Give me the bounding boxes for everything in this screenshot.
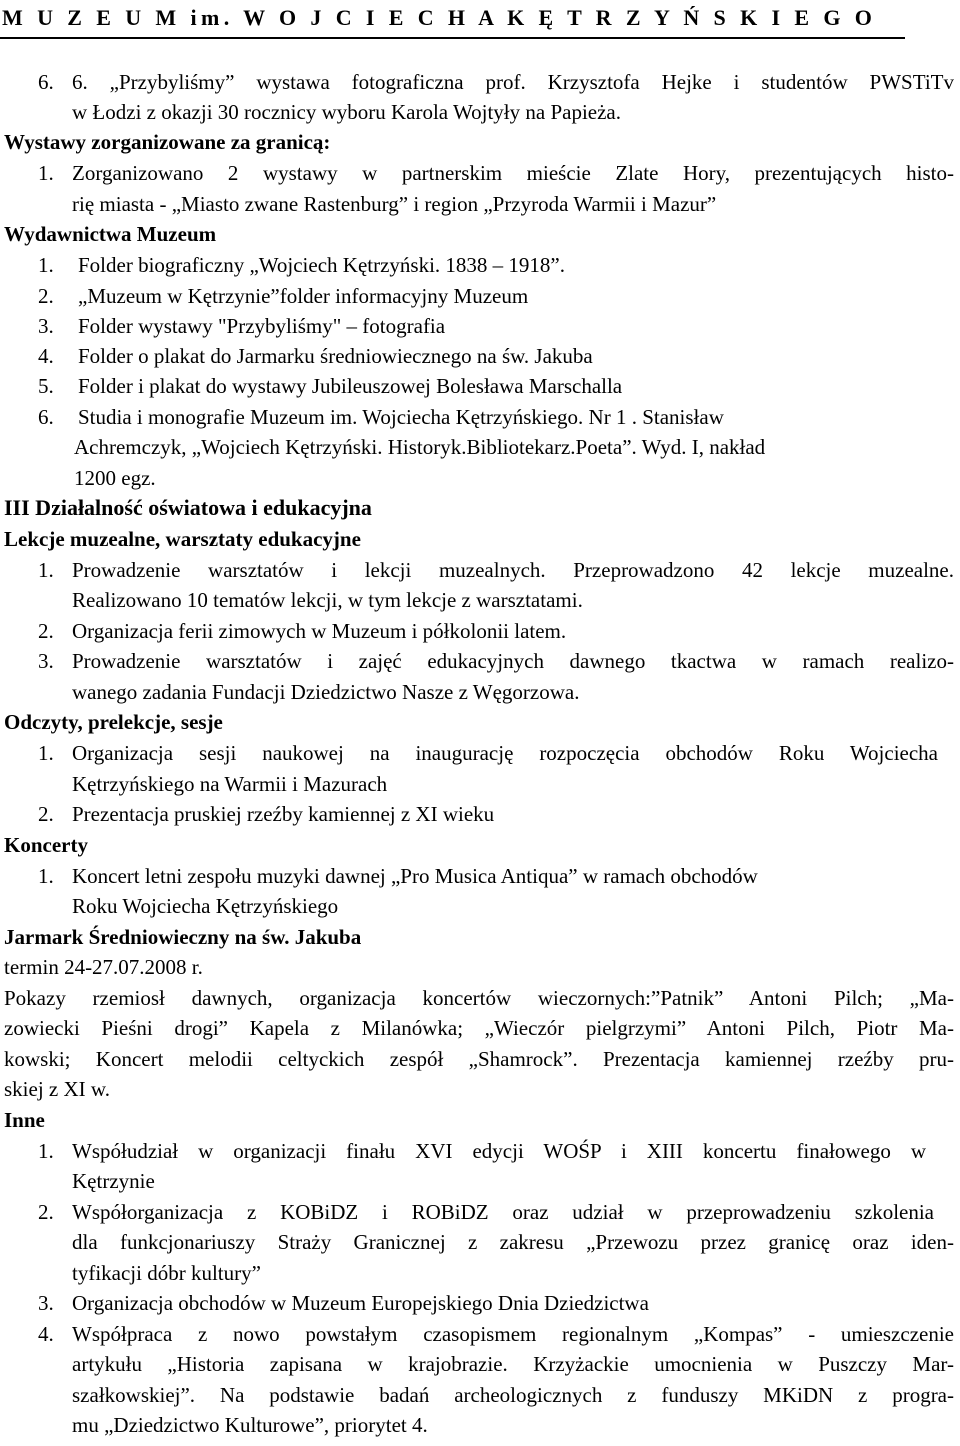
list-number: 6. — [38, 405, 54, 429]
list-item-text: Realizowano 10 tematów lekcji, w tym lekcje z warsztatami. — [72, 588, 583, 612]
list-number: 2. — [38, 284, 54, 308]
list-number: 4. — [38, 344, 54, 368]
list-number: 3. — [38, 314, 54, 338]
section-heading: Wydawnictwa Muzeum — [4, 222, 217, 246]
list-item-text: 6. „Przybyliśmy” wystawa fotograficzna prof. Krzysztofa Hejke i studentów PWSTiTv — [72, 70, 954, 94]
list-number: 1. — [38, 864, 54, 888]
list-item-text: Studia i monografie Muzeum im. Wojciecha Kętrzyńskiego. Nr 1 . Stanisław — [78, 405, 724, 429]
header-title: M U Z E U M im. W O J C I E C H A K Ę T R Z Y Ń S K I E G O — [2, 5, 877, 30]
list-number: 2. — [38, 619, 54, 643]
section-heading: Odczyty, prelekcje, sesje — [4, 710, 223, 734]
list-item-text: Folder wystawy "Przybyliśmy" – fotografia — [78, 314, 446, 338]
list-item-text: Organizacja sesji naukowej na inaugurację rozpoczęcia obchodów Roku Wojciecha — [72, 741, 938, 765]
list-number: 1. — [38, 161, 54, 185]
list-item-text: Organizacja ferii zimowych w Muzeum i półkolonii latem. — [72, 619, 567, 643]
paragraph-line: Pokazy rzemiosł dawnych, organizacja koncertów wieczornych:”Patnik” Antoni Pilch; „Ma- — [4, 986, 954, 1010]
list-item-text: artykułu „Historia zapisana w krajobrazie. Krzyżackie umocnienia w Puszczy Mar- — [72, 1352, 954, 1376]
list-item-text: Współorganizacja z KOBiDZ i ROBiDZ oraz udział w przeprowadzeniu szkolenia — [72, 1200, 934, 1224]
list-item-text: Współpraca z nowo powstałym czasopismem regionalnym „Kompas” - umieszczenie — [72, 1322, 954, 1346]
list-item-text: dla funkcjonariuszy Straży Granicznej z zakresu „Przewozu przez granicę oraz iden- — [72, 1230, 954, 1254]
list-number: 4. — [38, 1322, 54, 1346]
section-heading: Wystawy zorganizowane za granicą: — [4, 130, 331, 154]
list-number: 1. — [38, 253, 54, 277]
list-item-text: Organizacja obchodów w Muzeum Europejskiego Dnia Dziedzictwa — [72, 1291, 649, 1315]
page-header — [0, 5, 905, 39]
list-item-text: w Łodzi z okazji 30 rocznicy wyboru Karola Wojtyły na Papieża. — [72, 100, 621, 124]
list-item-text: Kętrzynie — [72, 1169, 155, 1193]
list-item-text: wanego zadania Fundacji Dziedzictwo Nasze z Węgorzowa. — [72, 680, 580, 704]
section-heading: Inne — [4, 1108, 45, 1132]
chapter-heading: III Działalność oświatowa i edukacyjna — [4, 495, 372, 520]
section-heading: Jarmark Średniowieczny na św. Jakuba — [4, 925, 362, 949]
list-item-text: tyfikacji dóbr kultury” — [72, 1261, 261, 1285]
list-item-text: Folder o plakat do Jarmarku średniowiecznego na św. Jakuba — [78, 344, 593, 368]
list-number: 3. — [38, 1291, 54, 1315]
paragraph-line: skiej z XI w. — [4, 1077, 110, 1101]
list-item-text: Kętrzyńskiego na Warmii i Mazurach — [72, 772, 388, 796]
list-item-text: Współudział w organizacji finału XVI edycji WOŚP i XIII koncertu finałowego w — [72, 1139, 926, 1163]
list-number: 1. — [38, 1139, 54, 1163]
list-item-text: „Muzeum w Kętrzynie”folder informacyjny Muzeum — [78, 284, 529, 308]
section-heading: Koncerty — [4, 833, 88, 857]
list-item-text: Koncert letni zespołu muzyki dawnej „Pro Musica Antiqua” w ramach obchodów — [72, 864, 758, 888]
list-item-text: Prowadzenie warsztatów i lekcji muzealnych. Przeprowadzono 42 lekcje muzealne. — [72, 558, 954, 582]
list-item-text: Prowadzenie warsztatów i zajęć edukacyjnych dawnego tkactwa w ramach realizo- — [72, 649, 954, 673]
list-item-text: 1200 egz. — [74, 466, 156, 490]
list-number: 5. — [38, 374, 54, 398]
list-item-text: mu „Dziedzictwo Kulturowe”, priorytet 4. — [72, 1413, 428, 1437]
list-item-text: Folder i plakat do wystawy Jubileuszowej Bolesława Marschalla — [78, 374, 623, 398]
list-item-text: Achremczyk, „Wojciech Kętrzyński. Historyk.Bibliotekarz.Poeta”. Wyd. I, nakład — [74, 435, 766, 459]
list-item-text: Folder biograficzny „Wojciech Kętrzyński. 1838 – 1918”. — [78, 253, 565, 277]
list-item-text: Zorganizowano 2 wystawy w partnerskim mieście Zlate Hory, prezentujących histo- — [72, 161, 954, 185]
list-number: 2. — [38, 1200, 54, 1224]
paragraph-line: kowski; Koncert melodii celtyckich zespół „Shamrock”. Prezentacja kamiennej rzeźby pru- — [4, 1047, 954, 1071]
list-number: 3. — [38, 649, 54, 673]
list-number: 6. — [38, 70, 54, 94]
list-number: 1. — [38, 741, 54, 765]
paragraph-line: zowiecki Pieśni drogi” Kapela z Milanówka; „Wieczór pielgrzymi” Antoni Pilch, Piotr Ma- — [4, 1016, 954, 1040]
list-item-text: Roku Wojciecha Kętrzyńskiego — [72, 894, 339, 918]
list-item-text: szałkowskiej”. Na podstawie badań archeologicznych z funduszy MKiDN z progra- — [72, 1383, 954, 1407]
event-date: termin 24-27.07.2008 r. — [4, 955, 203, 979]
list-item-text: rię miasta - „Miasto zwane Rastenburg” i region „Przyroda Warmii i Mazur” — [72, 192, 717, 216]
list-number: 1. — [38, 558, 54, 582]
list-item-text: Prezentacja pruskiej rzeźby kamiennej z XI wieku — [72, 802, 495, 826]
list-number: 2. — [38, 802, 54, 826]
section-heading: Lekcje muzealne, warsztaty edukacyjne — [4, 527, 361, 551]
